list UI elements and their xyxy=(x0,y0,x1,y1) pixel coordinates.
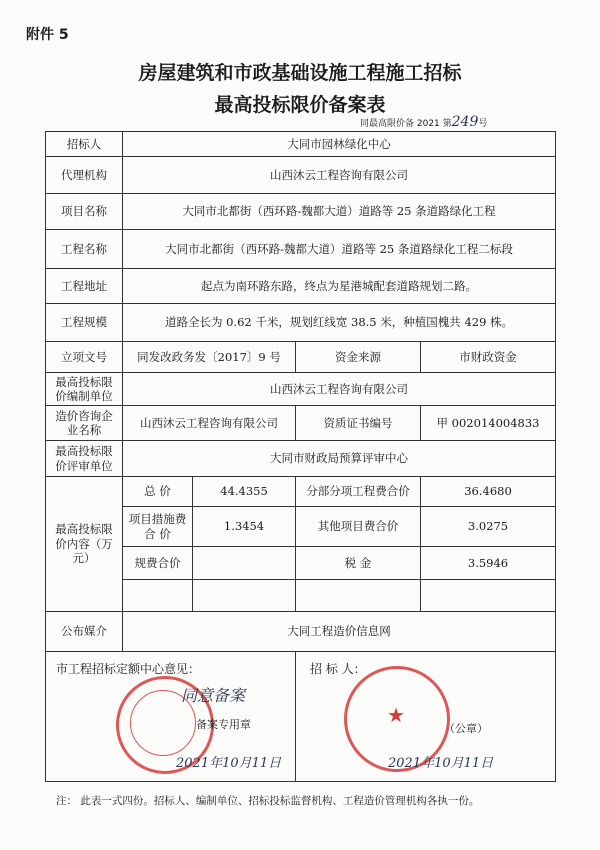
quota-center-opinion-cell xyxy=(46,652,296,782)
agency-value: 山西沐云工程咨询有限公司 xyxy=(123,157,556,194)
attachment-label: 附件 5 xyxy=(26,27,69,43)
cert-label: 资质证书编号 xyxy=(296,406,421,441)
engineering-name-label: 工程名称 xyxy=(46,230,123,269)
price-subitem-value: 36.4680 xyxy=(421,477,556,507)
row-tenderer xyxy=(46,132,556,157)
scale-value: 道路全长为 0.62 千米，规划红线宽 38.5 米，种植国槐共 429 株。 xyxy=(123,304,556,342)
compiler-label: 最高投标限价编制单位 xyxy=(46,373,123,406)
engineering-name-value: 大同市北都街（西环路-魏都大道）道路等 25 条道路绿化工程二标段 xyxy=(123,230,556,269)
row-scale xyxy=(46,304,556,342)
price-blank-cell xyxy=(193,580,296,612)
price-fees-label: 规费合价 xyxy=(123,547,193,580)
row-address xyxy=(46,269,556,304)
project-name-value: 大同市北都街（西环路-魏都大道）道路等 25 条道路绿化工程 xyxy=(123,194,556,230)
row-price-measures xyxy=(46,507,556,547)
price-label: 最高投标限价内容（万元） xyxy=(46,477,123,612)
tenderer-seal-cell xyxy=(296,652,556,782)
price-tax-label: 税 金 xyxy=(296,547,421,580)
fund-source-label: 资金来源 xyxy=(296,342,421,373)
row-signatures xyxy=(46,652,556,782)
consultant-label: 造价咨询企业名称 xyxy=(46,406,123,441)
project-name-label: 项目名称 xyxy=(46,194,123,230)
record-form-table xyxy=(45,131,556,782)
cert-value: 甲 002014004833 xyxy=(421,406,556,441)
row-project-name xyxy=(46,194,556,230)
price-other-value: 3.0275 xyxy=(421,507,556,547)
footnote: 注： 此表一式四份。招标人、编制单位、招标投标监督机构、工程造价管理机构各执一份。 xyxy=(56,795,480,807)
price-measures-label: 项目措施费合 价 xyxy=(123,507,193,547)
record-prefix: 同最高限价备 2021 第 xyxy=(360,119,452,129)
consultant-value: 山西沐云工程咨询有限公司 xyxy=(123,406,296,441)
row-price-fees xyxy=(46,547,556,580)
row-price-blank xyxy=(46,580,556,612)
agency-label: 代理机构 xyxy=(46,157,123,194)
approval-value: 同发改政务发〔2017〕9 号 xyxy=(123,342,296,373)
record-seal-text: 备案专用章 xyxy=(196,718,251,731)
price-blank-cell xyxy=(123,580,193,612)
tenderer-date: 2021年10月11日 xyxy=(388,756,494,771)
row-consultant xyxy=(46,406,556,441)
row-approval xyxy=(46,342,556,373)
row-engineering-name xyxy=(46,230,556,269)
row-media xyxy=(46,612,556,652)
record-number xyxy=(360,114,487,130)
row-reviewer xyxy=(46,441,556,477)
media-label: 公布媒介 xyxy=(46,612,123,652)
row-agency xyxy=(46,157,556,194)
row-price-total xyxy=(46,477,556,507)
approval-label: 立项文号 xyxy=(46,342,123,373)
page-subtitle: 最高投标限价备案表 xyxy=(214,94,386,116)
scale-label: 工程规模 xyxy=(46,304,123,342)
price-blank-cell xyxy=(421,580,556,612)
tenderer-label: 招标人 xyxy=(46,132,123,157)
price-subitem-label: 分部分项工程费合价 xyxy=(296,477,421,507)
official-seal-label: （公章） xyxy=(444,722,488,735)
compiler-value: 山西沐云工程咨询有限公司 xyxy=(123,373,556,406)
price-other-label: 其他项目费合价 xyxy=(296,507,421,547)
reviewer-value: 大同市财政局预算评审中心 xyxy=(123,441,556,477)
price-total-label: 总 价 xyxy=(123,477,193,507)
star-icon: ★ xyxy=(387,703,405,727)
price-tax-value: 3.5946 xyxy=(421,547,556,580)
page-title: 房屋建筑和市政基础设施工程施工招标 xyxy=(138,62,462,84)
price-total-value: 44.4355 xyxy=(193,477,296,507)
media-value: 大同工程造价信息网 xyxy=(123,612,556,652)
approval-handwriting: 同意备案 xyxy=(181,686,246,705)
fund-source-value: 市财政资金 xyxy=(421,342,556,373)
quota-center-caption: 市工程招标定额中心意见： xyxy=(56,662,201,676)
price-measures-value: 1.3454 xyxy=(193,507,296,547)
quota-center-date: 2021年10月11日 xyxy=(176,756,282,771)
price-blank-cell xyxy=(296,580,421,612)
address-value: 起点为南环路东路，终点为星港城配套道路规划二路。 xyxy=(123,269,556,304)
address-label: 工程地址 xyxy=(46,269,123,304)
price-fees-value xyxy=(193,547,296,580)
tenderer-sign-caption: 招 标 人： xyxy=(310,662,366,676)
row-compiler xyxy=(46,373,556,406)
record-number-handwritten: 249 xyxy=(451,114,479,130)
record-suffix: 号 xyxy=(478,119,488,129)
tenderer-value: 大同市园林绿化中心 xyxy=(123,132,556,157)
reviewer-label: 最高投标限价评审单位 xyxy=(46,441,123,477)
